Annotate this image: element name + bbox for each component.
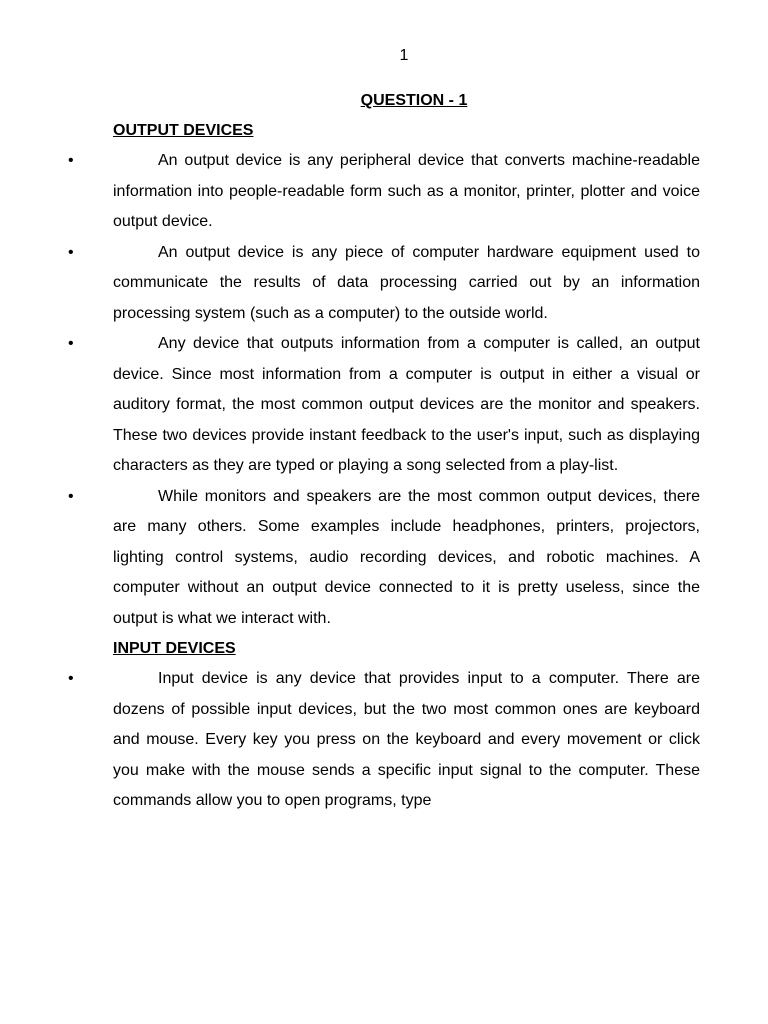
paragraph-text: An output device is any piece of computer hardware equipment used to communicate the results of data processing carried out by an information processing system (such as a computer) to the outside world. (113, 243, 700, 322)
list-item (68, 664, 700, 817)
paragraph-text: An output device is any peripheral device that converts machine-readable information into people-readable form such as a monitor, printer, plotter and voice output device. (113, 152, 700, 230)
bullet-icon: • (68, 335, 74, 352)
list-item (68, 482, 700, 635)
bullet-icon: • (68, 152, 74, 169)
page-number: 1 (399, 47, 409, 64)
list-item (68, 146, 700, 238)
bullet-icon: • (68, 670, 74, 687)
list-item (68, 329, 700, 482)
paragraph-text: Any device that outputs information from a computer is called, an output device. Since most information from a computer is output in either a visual or auditory format, the most common output devices are the monitor and speakers. These two devices provide instant feedback to the user's input, such as displaying characters as they are typed or playing a song selected from a play-list. (113, 335, 700, 474)
paragraph-text: Input device is any device that provides input to a computer. There are dozens of possible input devices, but the two most common ones are keyboard and mouse. Every key you press on the keyboard and every movement or click you make with the mouse sends a specific input signal to the computer. These commands allow you to open programs, type (113, 670, 700, 809)
document-body (0, 116, 768, 817)
paragraph-text: While monitors and speakers are the most common output devices, there are many others. Some examples include headphones, printers, projectors, lighting control systems, audio recording devices, and robotic machines. A computer without an output device connected to it is pretty useless, since the output is what we interact with. (113, 487, 700, 627)
question-title: QUESTION - 1 (360, 92, 468, 109)
section-heading-output-devices: OUTPUT DEVICES (113, 122, 254, 139)
bullet-icon: • (68, 487, 74, 505)
section-heading-input-devices: INPUT DEVICES (113, 640, 236, 657)
bullet-icon: • (68, 243, 74, 261)
list-item (68, 238, 700, 330)
